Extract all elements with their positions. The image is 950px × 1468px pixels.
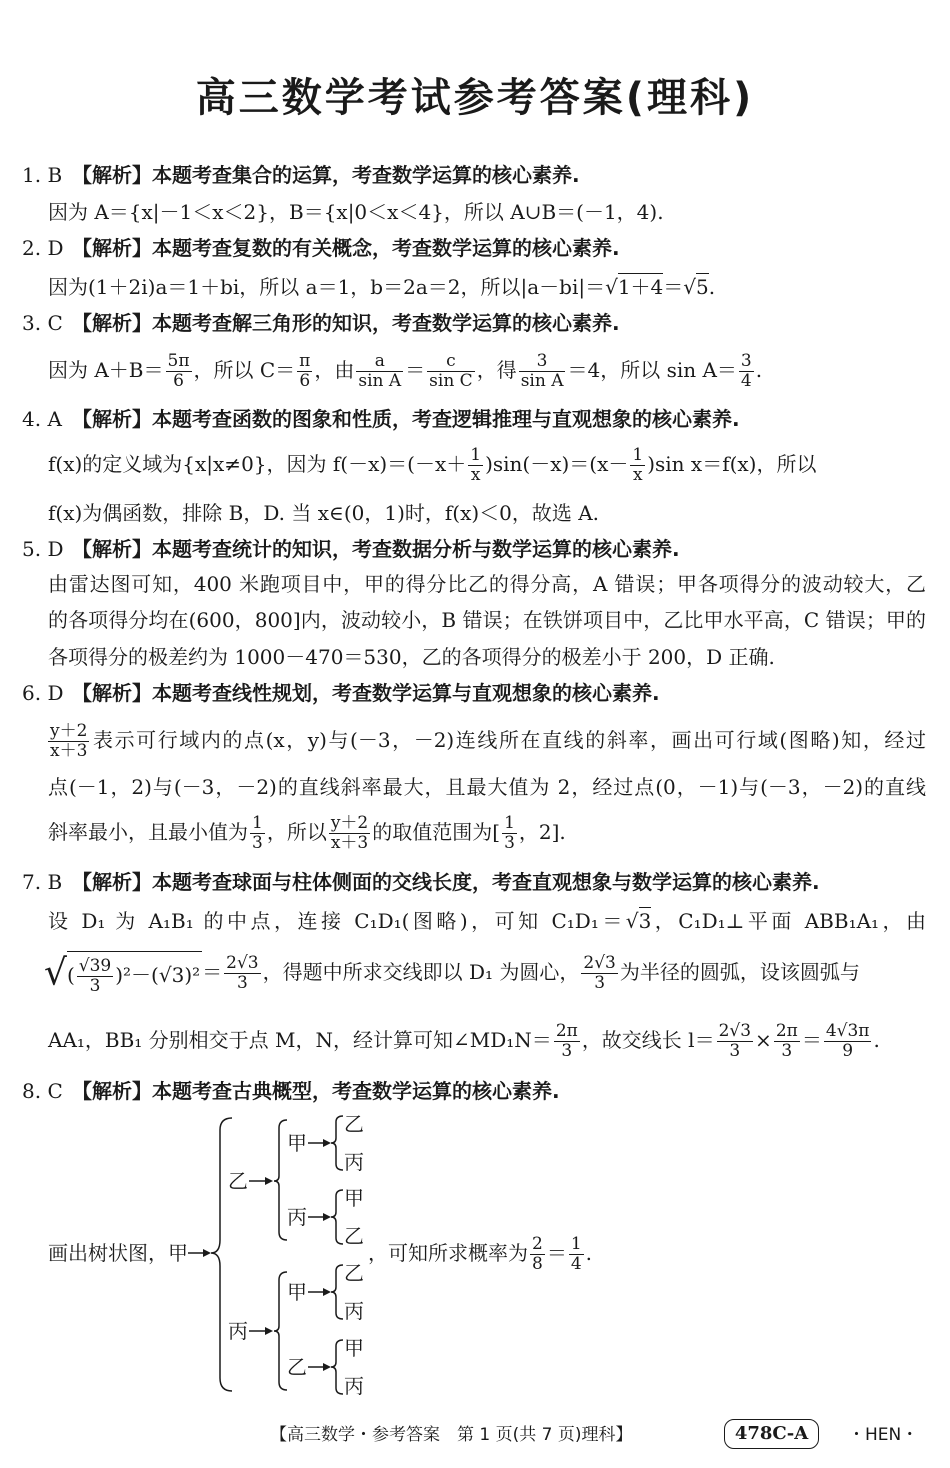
footer-mark: ・HEN・ — [848, 1425, 919, 1445]
solution-text: ，可知所求概率为 $\frac{2}{8}$ ＝ $\frac{1}{4}$ . — [368, 1234, 593, 1274]
analysis-heading: 【解析】本题考查解三角形的知识，考查数学运算的核心素养. — [72, 311, 620, 335]
tree-branch-label: 甲 — [287, 1280, 307, 1304]
solution-text: 由雷达图可知，400 米跑项目中，甲的得分比乙的得分高，A 错误；甲各项得分的波动较大，乙 — [48, 572, 926, 596]
tree-branch-label: 乙 — [287, 1355, 307, 1379]
solution-text: 点(－1，2)与(－3，－2)的直线斜率最大，且最大值为 2，经过点(0，－1)与(－3，－2)的直线 — [48, 775, 926, 799]
analysis-heading: 【解析】本题考查球面与柱体侧面的交线长度，考查直观想象与数学运算的核心素养. — [72, 870, 820, 894]
answer-number: 2. D — [22, 236, 64, 260]
solution-text: $\frac{y+2}{x+3}$ 表示可行域内的点(x，y)与(－3，－2)连线所在直线的斜率，画出可行域(图略)知，经过 — [50, 721, 926, 761]
answer-number: 3. C — [22, 311, 63, 335]
paper-code-badge: 478C-A — [724, 1419, 819, 1449]
solution-text: f(x)的定义域为{x|x≠0}，因为 f(－x)＝(－x＋ $\frac{1}{x}$ )sin(－x)＝(x－ $\frac{1}{x}$ )sin x＝f(x)，所以 — [48, 445, 817, 485]
analysis-heading: 【解析】本题考查函数的图象和性质，考查逻辑推理与直观想象的核心素养. — [72, 407, 740, 431]
tree-branch-label: 丙 — [228, 1319, 248, 1343]
tree-leaf-label: 乙 — [344, 1261, 364, 1285]
solution-text: AA₁，BB₁ 分别相交于点 M，N，经计算可知∠MD₁N＝ $\frac{2\pi}{3}$ ，故交线长 l＝ $\frac{2√3}{3}$ × $\frac{2\pi}{3}$ ＝ $\frac{4√3\pi}{9}$ . — [48, 1021, 880, 1061]
analysis-heading: 【解析】本题考查复数的有关概念，考查数学运算的核心素养. — [72, 236, 620, 260]
analysis-heading: 【解析】本题考查线性规划，考查数学运算与直观想象的核心素养. — [72, 681, 660, 705]
tree-branch-label: 丙 — [287, 1205, 307, 1229]
answer-number: 6. D — [22, 681, 64, 705]
solution-text: 设 D₁ 为 A₁B₁ 的中点，连接 C₁D₁(图略)，可知 C₁D₁＝√3，C₁D₁⊥平面 ABB₁A₁，由 — [48, 909, 927, 933]
solution-text: 因为 A＋B＝ $\frac{5\pi}{6}$ ，所以 C＝ $\frac{\pi}{6}$ ，由 $\frac{a}{\text{sin A}}$ ＝ $\frac{c}{\text{sin C}}$ ，得 $\frac{3}{\text{sin A}}$ ＝4，所以 sin A＝ $\frac{3}{4}$ . — [48, 351, 763, 391]
solution-text: 的各项得分均在(600，800]内，波动较小，B 错误；在铁饼项目中，乙比甲水平高，C 错误；甲的 — [48, 608, 926, 632]
tree-leaf-label: 乙 — [344, 1112, 364, 1136]
answer-number: 8. C — [22, 1079, 63, 1103]
answer-number: 7. B — [22, 870, 63, 894]
tree-lead-text: 画出树状图，甲 — [48, 1241, 188, 1265]
solution-text: f(x)为偶函数，排除 B，D. 当 x∈(0，1)时，f(x)＜0，故选 A. — [48, 501, 600, 525]
tree-branch-label: 乙 — [228, 1169, 248, 1193]
solution-text: 因为(1＋2i)a＝1＋bi，所以 a＝1，b＝2a＝2，所以|a－bi|＝√1＋4＝√5. — [48, 275, 716, 299]
tree-leaf-label: 甲 — [344, 1186, 364, 1210]
solution-text: 斜率最小，且最小值为 $\frac{1}{3}$ ，所以 $\frac{y+2}{x+3}$ 的取值范围为[ $\frac{1}{3}$ ，2]. — [48, 813, 566, 853]
answer-number: 4. A — [22, 407, 62, 431]
solution-text: √( $\frac{√39}{3}$ )²－(√3)² ＝ $\frac{2√3}{3}$ ，得题中所求交线即以 D₁ 为圆心， $\frac{2√3}{3}$ 为半径的圆弧，设该圆弧与 — [44, 952, 860, 996]
answer-number: 5. D — [22, 537, 64, 561]
tree-leaf-label: 丙 — [344, 1299, 364, 1323]
tree-leaf-label: 甲 — [344, 1336, 364, 1360]
solution-text: 各项得分的极差约为 1000－470＝530，乙的各项得分的极差小于 200，D 正确. — [48, 645, 775, 669]
analysis-heading: 【解析】本题考查统计的知识，考查数据分析与数学运算的核心素养. — [72, 537, 680, 561]
tree-leaf-label: 丙 — [344, 1374, 364, 1398]
solution-text: 因为 A＝{x|－1＜x＜2}，B＝{x|0＜x＜4}，所以 A∪B＝(－1，4). — [48, 200, 664, 224]
page-footer-label: 【高三数学・参考答案 第 1 页(共 7 页)理科】 — [270, 1425, 633, 1445]
tree-leaf-label: 乙 — [344, 1224, 364, 1248]
page-title: 高三数学考试参考答案(理科) — [195, 75, 755, 121]
analysis-heading: 【解析】本题考查古典概型，考查数学运算的核心素养. — [72, 1079, 560, 1103]
tree-leaf-label: 丙 — [344, 1150, 364, 1174]
answer-number: 1. B — [22, 163, 63, 187]
tree-branch-label: 甲 — [287, 1131, 307, 1155]
analysis-heading: 【解析】本题考查集合的运算，考查数学运算的核心素养. — [72, 163, 580, 187]
